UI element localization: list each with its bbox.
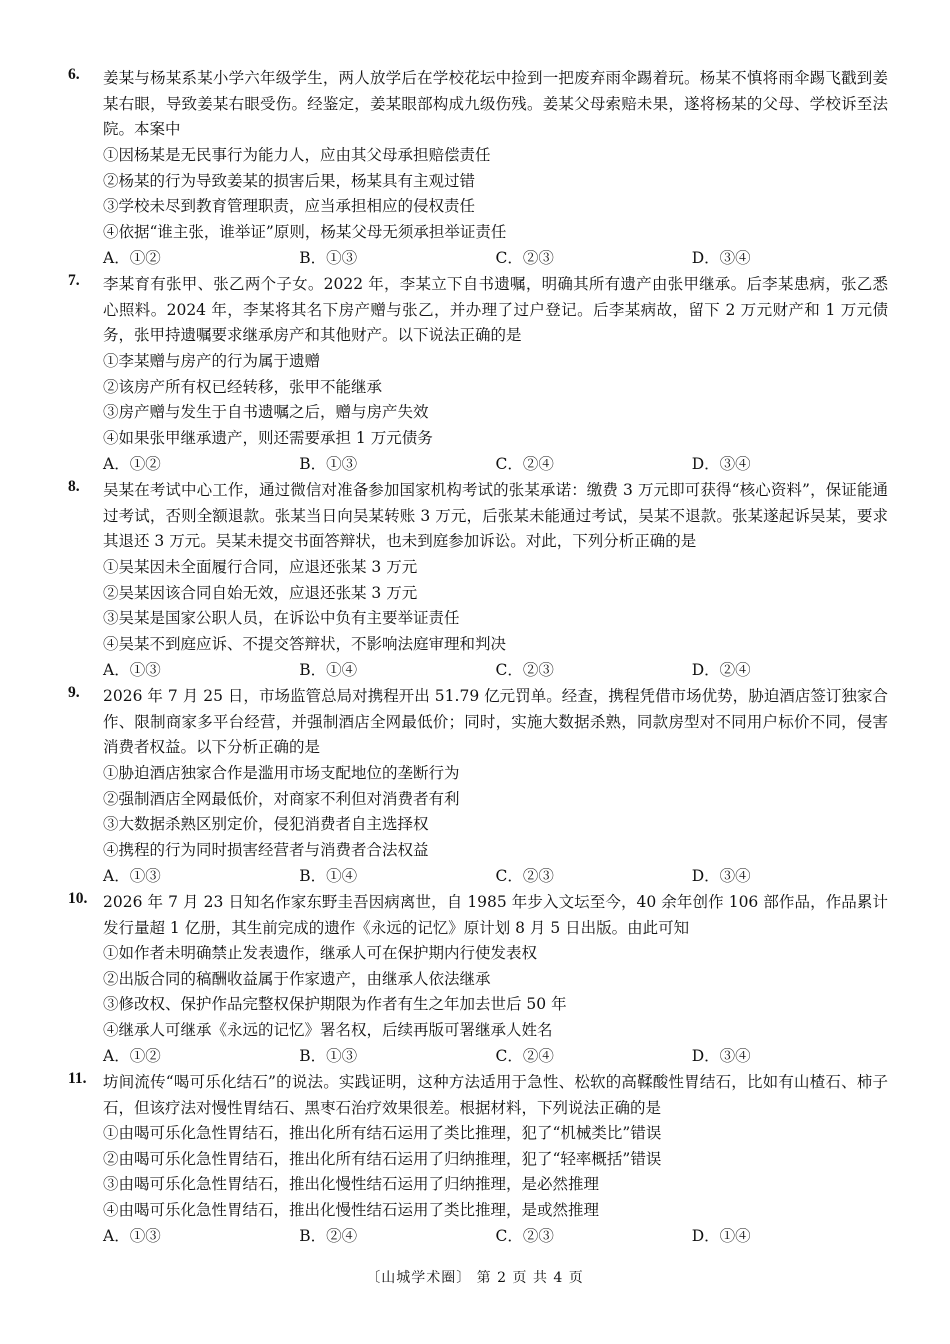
page-footer: 〔山城学术圈〕 第 2 页 共 4 页	[366, 1270, 584, 1286]
statement: ②吴某因该合同自始无效，应退还张某 3 万元	[103, 583, 418, 602]
statement: ②出版合同的稿酬收益属于作家遗产，由继承人依法继承	[103, 969, 491, 988]
question-number: 10.	[68, 890, 88, 907]
option-c: C．②④	[495, 1046, 554, 1065]
option-d: D．③④	[691, 454, 751, 473]
question-stem: 2026 年 7 月 25 日，市场监管总局对携程开出 51.79 亿元罚单。经查，携程凭借市场优势，胁迫酒店签订独家合作、限制商家多平台经营，并强制酒店全网最低价；同时，实施大数据杀熟，同款房型对不同用户标价不同，侵害消费者权益。以下分析正确的是	[103, 687, 888, 757]
question-stem: 姜某与杨某系某小学六年级学生，两人放学后在学校花坛中捡到一把废弃雨伞踢着玩。杨某不慎将雨伞踢飞戳到姜某右眼，导致姜某右眼受伤。经鉴定，姜某眼部构成九级伤残。姜某父母索赔未果，遂将杨某的父母、学校诉至法院。本案中	[103, 69, 888, 139]
statement: ④吴某不到庭应诉、不提交答辩状，不影响法庭审理和判决	[103, 635, 507, 654]
statement: ②由喝可乐化急性胃结石，推出化所有结石运用了归纳推理，犯了“轻率概括”错误	[103, 1149, 662, 1168]
answer-options	[103, 1044, 888, 1070]
question-number: 7.	[68, 272, 80, 289]
question-number: 9.	[68, 684, 80, 701]
statement: ②强制酒店全网最低价，对商家不利但对消费者有利	[103, 789, 460, 808]
option-b: B．①③	[299, 454, 358, 473]
answer-options	[103, 864, 888, 890]
statement: ③修改权、保护作品完整权保护期限为作者有生之年加去世后 50 年	[103, 995, 567, 1014]
question-stem: 2026 年 7 月 23 日知名作家东野圭吾因病离世，自 1985 年步入文坛至今，40 余年创作 106 部作品，作品累计发行量超 1 亿册，其生前完成的遗作《永远的记忆》原计划 8 月 5 日出版。由此可知	[103, 893, 888, 937]
option-c: C．②③	[495, 1226, 554, 1245]
option-d: D．①④	[691, 1226, 751, 1245]
question-number: 6.	[68, 66, 80, 83]
option-a: A．①③	[103, 866, 161, 885]
statement: ①吴某因未全面履行合同，应退还张某 3 万元	[103, 558, 418, 576]
statement: ②该房产所有权已经转移，张甲不能继承	[103, 377, 383, 396]
statement: ③由喝可乐化急性胃结石，推出化慢性结石运用了归纳推理，是必然推理	[103, 1175, 600, 1194]
statement: ①如作者未明确禁止发表遗作，继承人可在保护期内行使发表权	[103, 944, 538, 962]
option-a: A．①③	[103, 1226, 161, 1245]
option-b: B．①④	[299, 660, 358, 679]
statement: ③大数据杀熟区别定价，侵犯消费者自主选择权	[103, 815, 429, 834]
option-c: C．②③	[495, 866, 554, 885]
question-11	[68, 1070, 888, 1249]
answer-options	[103, 1224, 888, 1250]
answer-options	[103, 452, 888, 478]
question-7	[68, 272, 888, 477]
statement: ④继承人可继承《永远的记忆》署名权，后续再版可署继承人姓名	[103, 1021, 553, 1040]
statement: ③吴某是国家公职人员，在诉讼中负有主要举证责任	[103, 609, 460, 628]
option-d: D．③④	[691, 1046, 751, 1065]
option-a: A．①②	[103, 248, 161, 267]
statement: ④如果张甲继承遗产，则还需要承担 1 万元债务	[103, 429, 433, 448]
option-a: A．①②	[103, 1046, 161, 1065]
statement: ③学校未尽到教育管理职责，应当承担相应的侵权责任	[103, 197, 476, 216]
statement: ④由喝可乐化急性胃结石，推出化慢性结石运用了类比推理，是或然推理	[103, 1201, 600, 1220]
question-8	[68, 478, 888, 683]
option-d: D．③④	[691, 248, 751, 267]
option-b: B．②④	[299, 1226, 358, 1245]
answer-options	[103, 658, 888, 684]
answer-options	[103, 246, 888, 272]
option-a: A．①③	[103, 660, 161, 679]
statement: ①李某赠与房产的行为属于遗赠	[103, 352, 321, 370]
option-a: A．①②	[103, 454, 161, 473]
option-c: C．②③	[495, 660, 554, 679]
question-stem: 吴某在考试中心工作，通过微信对准备参加国家机构考试的张某承诺：缴费 3 万元即可获得“核心资料”，保证能通过考试，否则全额退款。张某当日向吴某转账 3 万元，后张某未能通过考试，吴某不退款。张某遂起诉吴某，要求其退还 3 万元。吴某未提交书面答辩状，也未到庭参加诉讼。对此，下列分析正确的是	[103, 481, 888, 551]
question-stem: 李某育有张甲、张乙两个子女。2022 年，李某立下自书遗嘱，明确其所有遗产由张甲继承。后李某患病，张乙悉心照料。2024 年，李某将其名下房产赠与张乙，并办理了过户登记。后李某病故，留下 2 万元财产和 1 万元债务，张甲持遗嘱要求继承房产和其他财产。以下说法正确的是	[103, 275, 888, 345]
option-c: C．②④	[495, 454, 554, 473]
statement: ①因杨某是无民事行为能力人，应由其父母承担赔偿责任	[103, 146, 491, 164]
statement: ①胁迫酒店独家合作是滥用市场支配地位的垄断行为	[103, 764, 460, 782]
question-stem: 坊间流传“喝可乐化结石”的说法。实践证明，这种方法适用于急性、松软的高鞣酸性胃结石，比如有山楂石、柿子石，但该疗法对慢性胃结石、黑枣石治疗效果很差。根据材料，下列说法正确的是	[103, 1073, 888, 1117]
option-d: D．③④	[691, 866, 751, 885]
statement: ④依据“谁主张，谁举证”原则，杨某父母无须承担举证责任	[103, 223, 507, 242]
statement: ③房产赠与发生于自书遗嘱之后，赠与房产失效	[103, 403, 429, 422]
option-b: B．①④	[299, 866, 358, 885]
statement: ④携程的行为同时损害经营者与消费者合法权益	[103, 841, 429, 860]
option-d: D．②④	[691, 660, 751, 679]
question-10	[68, 890, 888, 1069]
option-c: C．②③	[495, 248, 554, 267]
statement: ②杨某的行为导致姜某的损害后果，杨某具有主观过错	[103, 171, 476, 190]
option-b: B．①③	[299, 1046, 358, 1065]
question-6	[68, 66, 888, 271]
option-b: B．①③	[299, 248, 358, 267]
statement: ①由喝可乐化急性胃结石，推出化所有结石运用了类比推理，犯了“机械类比”错误	[103, 1124, 662, 1142]
question-number: 8.	[68, 478, 80, 495]
question-number: 11.	[68, 1070, 87, 1087]
question-9	[68, 684, 888, 889]
